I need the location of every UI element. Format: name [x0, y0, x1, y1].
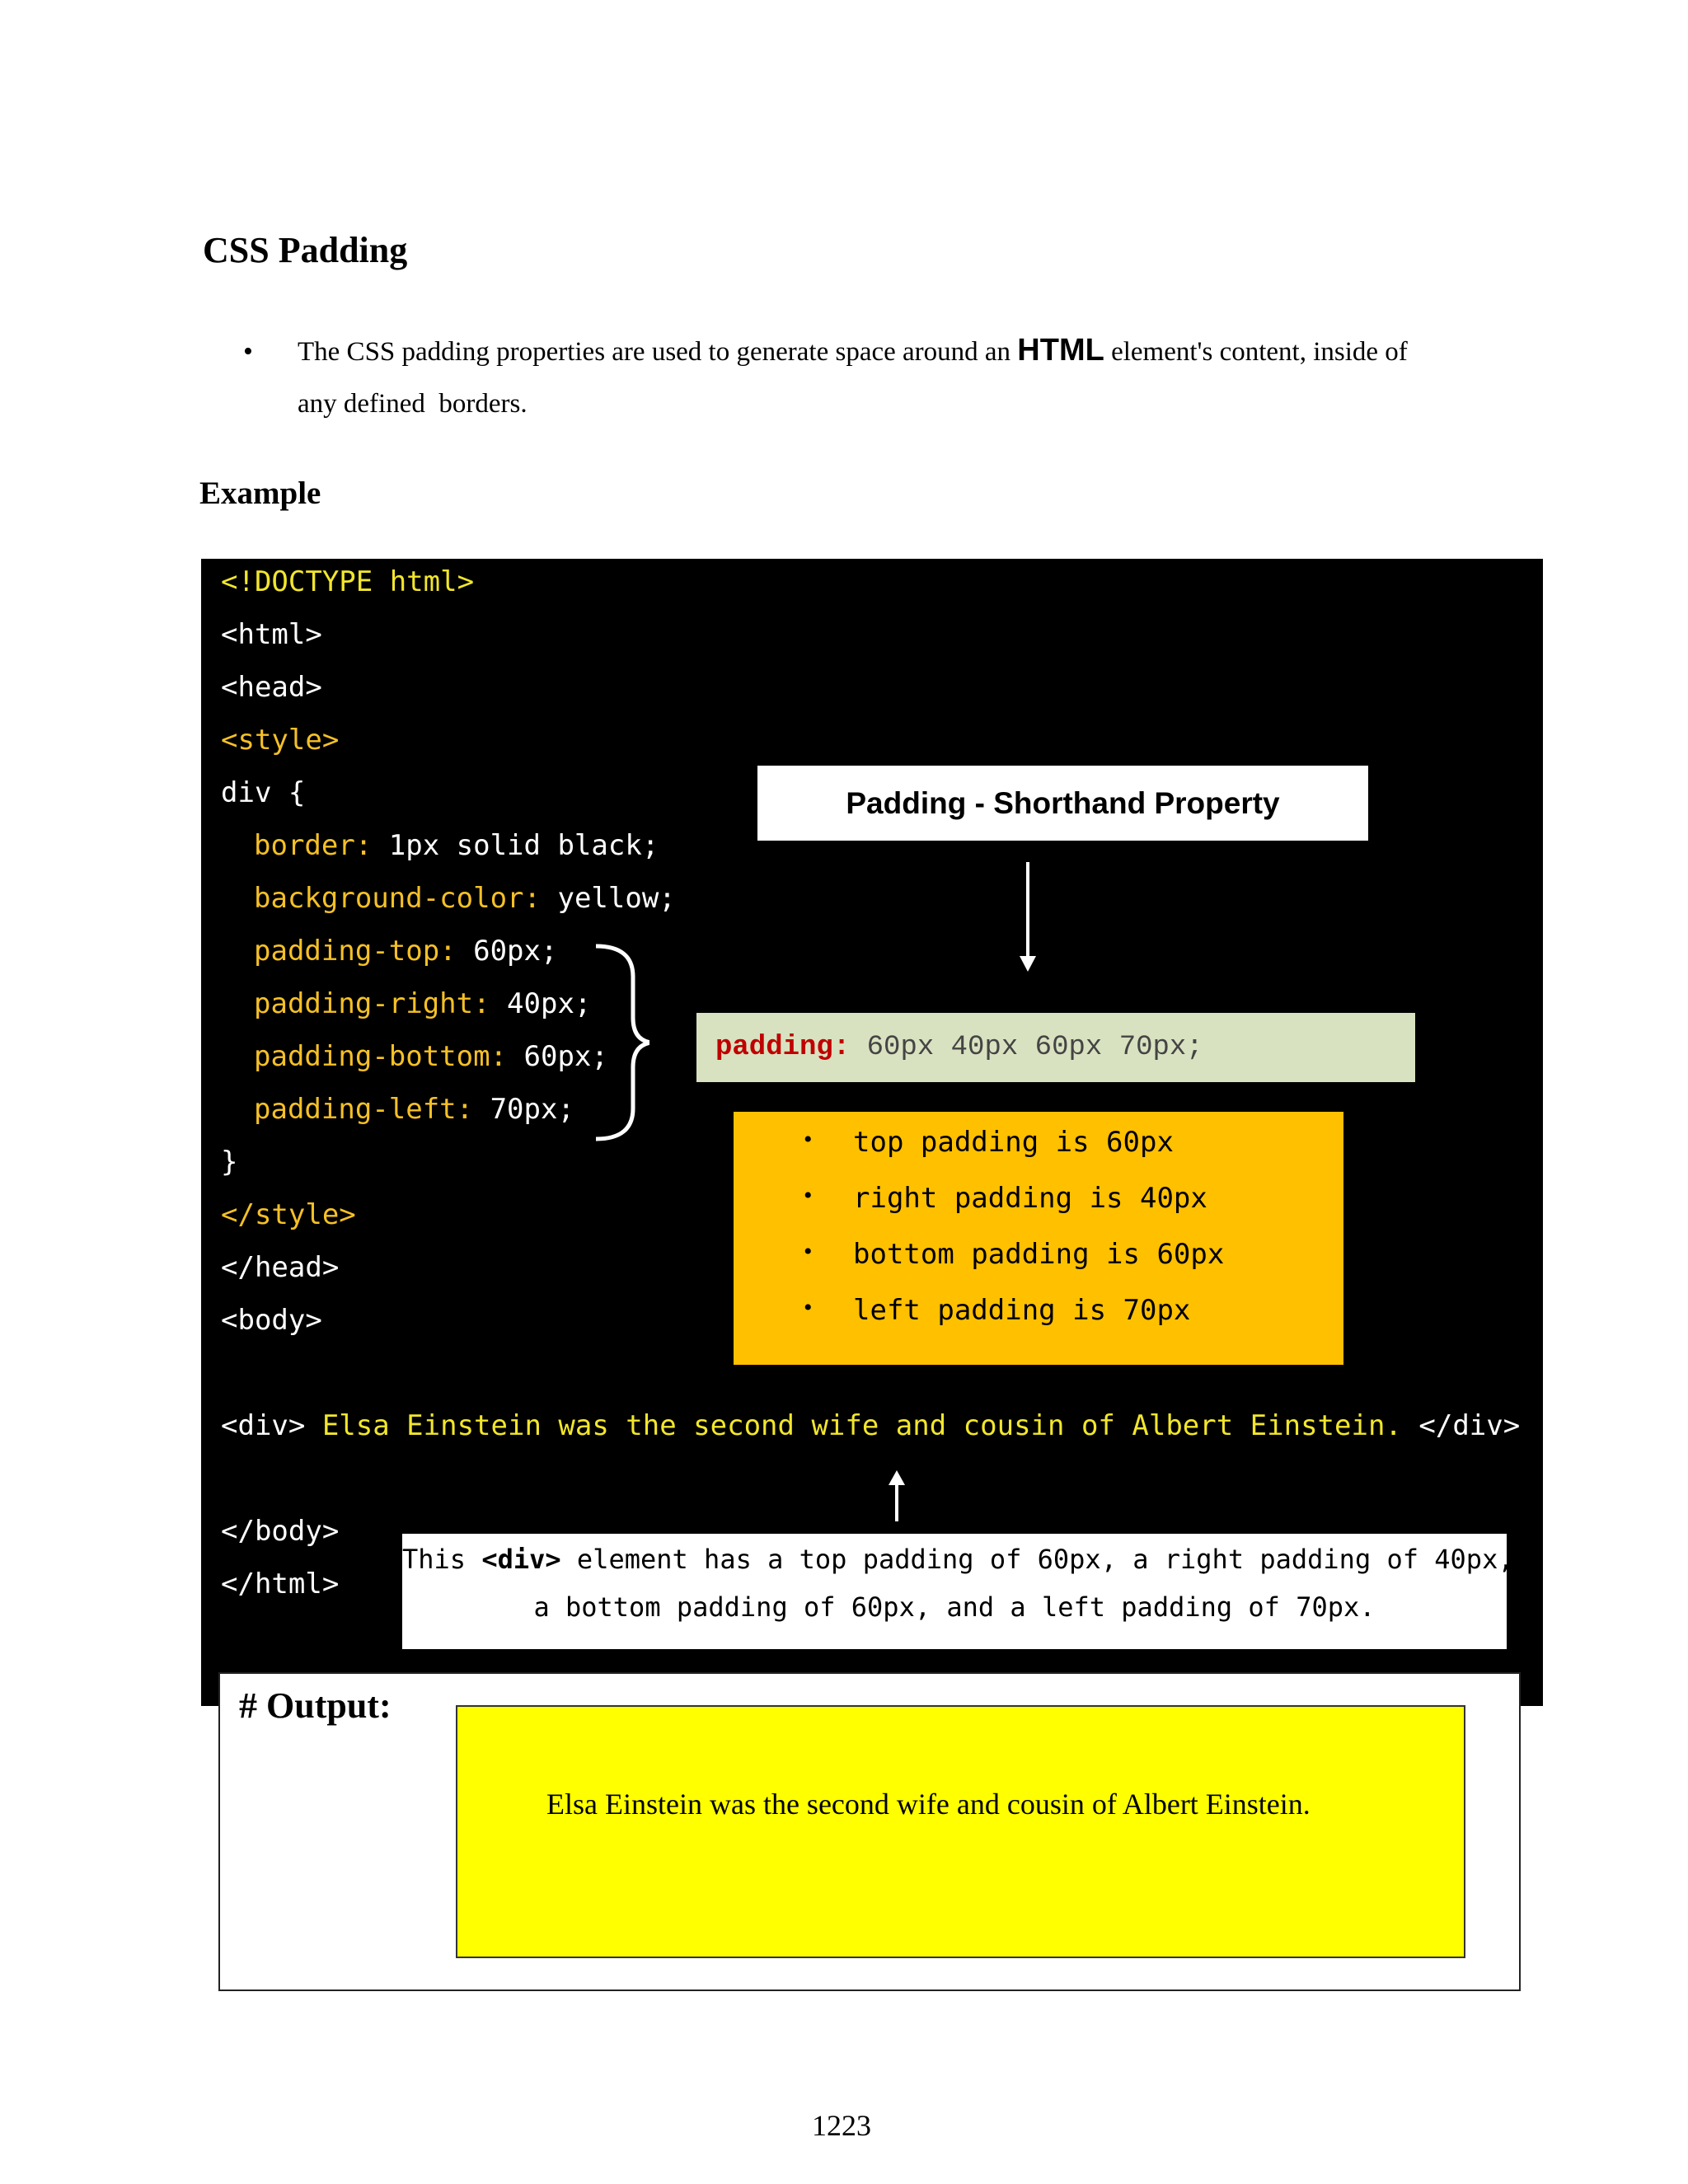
- shorthand-title-box: Padding - Shorthand Property: [757, 766, 1368, 841]
- note-tag: <div>: [481, 1544, 561, 1575]
- shorthand-values: 60px 40px 60px 70px;: [850, 1032, 1203, 1063]
- note-line1: [402, 1544, 1514, 1575]
- intro-text-line1: [298, 333, 1408, 368]
- intro-html-word: HTML: [1017, 333, 1104, 368]
- shorthand-prop: padding:: [715, 1032, 851, 1063]
- code-pt-val: 60px;: [456, 935, 558, 968]
- code-div-selector: div {: [221, 776, 306, 809]
- padding-list-text: top padding is 60px: [853, 1126, 1174, 1159]
- down-arrow-icon: [1015, 862, 1040, 973]
- code-div-close: </div>: [1418, 1409, 1521, 1442]
- page-number: 1223: [812, 2109, 871, 2142]
- code-head-close: </head>: [221, 1251, 340, 1284]
- code-pl-val: 70px;: [473, 1093, 574, 1126]
- code-bg-val: yellow;: [541, 882, 676, 915]
- code-body-open: <body>: [221, 1304, 322, 1337]
- code-pr-val: 40px;: [490, 987, 592, 1020]
- code-border-line: [254, 829, 659, 862]
- code-pb-prop: padding-bottom:: [254, 1040, 508, 1073]
- padding-list-box: [734, 1112, 1343, 1365]
- up-arrow-icon: [886, 1470, 907, 1521]
- code-style-open: <style>: [221, 724, 340, 757]
- code-body-close: </body>: [221, 1515, 340, 1548]
- code-pb-val: 60px;: [507, 1040, 608, 1073]
- intro-part1: The CSS padding properties are used to generate space around an: [298, 337, 1018, 367]
- code-pt-prop: padding-top:: [254, 935, 457, 968]
- list-bullet: •: [804, 1126, 813, 1153]
- note-pre: This: [402, 1544, 482, 1575]
- list-bullet: •: [804, 1294, 813, 1321]
- intro-bullet: •: [243, 336, 253, 367]
- code-head-open: <head>: [221, 671, 322, 704]
- output-div-preview: [456, 1705, 1465, 1958]
- code-bg-prop: background-color:: [254, 882, 541, 915]
- code-pt-line: [254, 935, 557, 968]
- padding-list-text: bottom padding is 60px: [853, 1238, 1225, 1271]
- code-pl-line: [254, 1093, 574, 1126]
- shorthand-code-box: [696, 1013, 1415, 1082]
- note-line2: a bottom padding of 60px, and a left padding of 70px.: [533, 1591, 1376, 1623]
- code-pl-prop: padding-left:: [254, 1093, 474, 1126]
- output-div-text: Elsa Einstein was the second wife and cousin of Albert Einstein.: [546, 1788, 1311, 1821]
- page-title: CSS Padding: [203, 230, 408, 270]
- code-style-close: </style>: [221, 1198, 356, 1231]
- code-border-val: 1px solid black;: [372, 829, 659, 862]
- code-div-open: <div>: [221, 1409, 306, 1442]
- code-html-close: </html>: [221, 1568, 340, 1601]
- padding-list-text: right padding is 40px: [853, 1182, 1207, 1215]
- code-border-prop: border:: [254, 829, 373, 862]
- code-html-open: <html>: [221, 618, 322, 651]
- code-div-line: [221, 1409, 1520, 1442]
- code-pr-prop: padding-right:: [254, 987, 490, 1020]
- padding-list-text: left padding is 70px: [853, 1294, 1191, 1327]
- curly-brace-icon: [592, 940, 649, 1146]
- code-div-text: Elsa Einstein was the second wife and cousin of Albert Einstein.: [305, 1409, 1419, 1442]
- intro-text-line2: any defined borders.: [298, 389, 528, 419]
- intro-part2: element's content, inside of: [1104, 337, 1408, 367]
- note-post: element has a top padding of 60px, a right padding of 40px,: [560, 1544, 1514, 1575]
- list-bullet: •: [804, 1182, 813, 1209]
- code-doctype: <!DOCTYPE html>: [221, 565, 475, 598]
- code-pr-line: [254, 987, 591, 1020]
- list-bullet: •: [804, 1238, 813, 1265]
- code-close-brace: }: [221, 1146, 238, 1179]
- code-bg-line: [254, 882, 676, 915]
- output-label: # Output:: [239, 1685, 392, 1726]
- code-pb-line: [254, 1040, 608, 1073]
- explanation-note-box: [402, 1534, 1514, 1649]
- example-heading: Example: [199, 476, 321, 511]
